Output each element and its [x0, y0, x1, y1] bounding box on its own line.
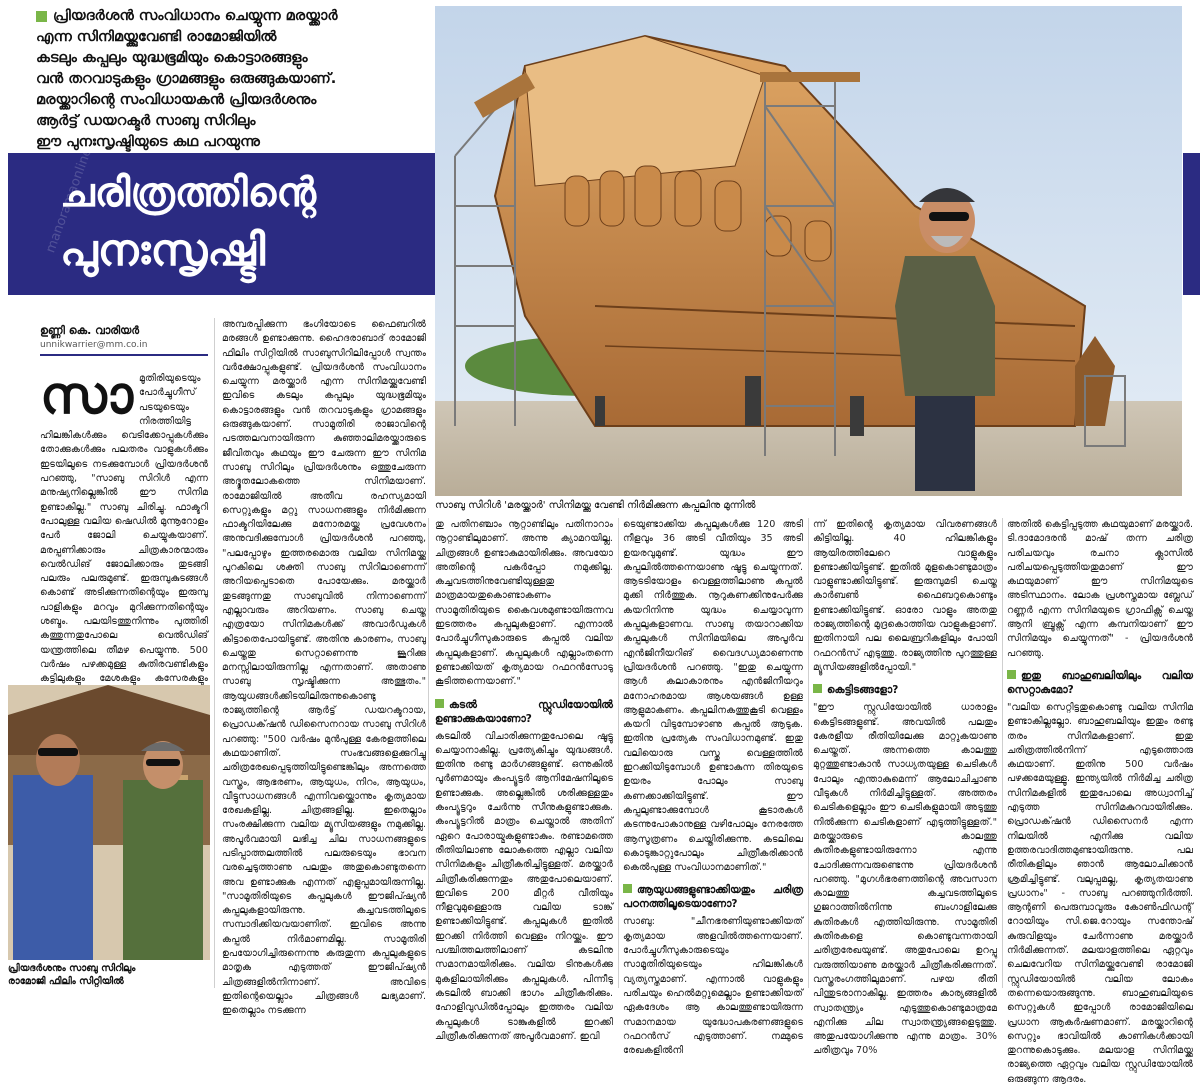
column-text: "വലിയ സെറ്റിട്ടതുകൊണ്ടു വലിയ സിനിമ ഉണ്ടാകില്ലല്ലോ. ബാഹുബലിയും ഇതും രണ്ടു തരം സിനിമകളാണ്. ഇതു ചരിത്രത്തിൽനിന്ന് എടുത്തൊരു കഥയാണ്. ഇതിനു 500 വർഷം പഴക്കമേയുള്ളൂ. ഇന്ത്യയിൽ നിർമിച്ച ചരിത്ര സിനിമകളിൽ ഇതുപോലെ അധ്വാനിച്ച് എടുത്ത സിനിമകുറവായിരിക്കും. പ്രൊഡക്‌ഷൻ ഡിസൈനർ എന്ന നിലയിൽ എനിക്കു വലിയ ഉത്തരവാദിത്തമുണ്ടായിരുന്നു. പല രീതികളിലും ഞാൻ ആലോചിക്കാൻ ശ്രമിച്ചിട്ടുണ്ട്. വലുപ്പമല്ല, കൃത്യതയാണു പ്രധാനം" - സാബു പറഞ്ഞുനിർത്തി. ആന്റണി പെരുമ്പാവൂരും കോൺഫിഡന്റ് റോയിയും സി.ജെ.റോയും സന്തോഷ് കുരുവിളയും ചേർന്നാണു മരയ്ക്കാർ നിർമിക്കുന്നത്. മലയാളത്തിലെ ഏറ്റവും ചെലവേറിയ സിനിമയ്ക്കുവേണ്ടി രാമോജി സ്റ്റുഡിയോയിൽ വലിയ ലോകം തന്നെയൊരുങ്ങുന്നു. ബാഹുബലിയുടെ സെറ്റുകൾ ഇപ്പോൾ രാമോജിയിലെ പ്രധാന ആകർഷണമാണ്. മരയ്ക്കാറിന്റെ സെറ്റും ഭാവിയിൽ കാണികൾക്കായി തുറന്നുകൊടുക്കും. മലയാള സിനിമയ്ക്കു രാജ്യത്തെ ഏറ്റവും വലിയ സ്റ്റുഡിയോയിൽ ഒരുങ്ങുന്ന ആദരം.: [1007, 701, 1193, 1085]
subheading: കടൽ സ്റ്റുഡിയോയിൽ ഉണ്ടാക്കുകയാണോ?: [435, 698, 613, 725]
banner-edge: [1183, 153, 1200, 295]
deck-line: എന്ന സിനിമയ്ക്കുവേണ്ടി രാമോജിയിൽ: [36, 29, 277, 45]
subheading: കെട്ടിടങ്ങളോ?: [813, 683, 997, 697]
deck-line: വൻ തറവാടുകളും ഗ്രാമങ്ങളും ഒരുങ്ങുകയാണ്.: [36, 71, 337, 87]
green-square-bullet-icon: [813, 684, 822, 693]
headline-line-2: പുനഃസൃഷ്ടി: [60, 225, 266, 276]
article-column-1: [40, 365, 208, 685]
article-column-2: [222, 318, 426, 1017]
column-text: സാബു: "ചീനഭരണിയുണ്ടാക്കിയത് കൃത്യമായ അളവിൽത്തന്നെയാണ്. പോർച്ചുഗീസുകാരുടെയും സാമൂതിരിയുടെയും ഹിലങ്കികൾ വ്യത്യസ്തമാണ്. എന്നാൽ വാളുകളും പരിചയും ഹെൽമറ്റുമെല്ലാം ഉണ്ടാക്കിയത് ഏകദേശം ആ കാലത്തുണ്ടായിരുന്ന സമാനമായ യുദ്ധോപകരണങ്ങളുടെ റഫറൻസ് എടുത്താണ്. നമ്മുടെ രേഖകളിൽനി: [623, 916, 803, 1057]
watermark: manoramaonline: [43, 146, 96, 255]
column-rule: [808, 518, 809, 988]
green-square-bullet-icon: [435, 699, 444, 708]
small-photo: [8, 685, 210, 960]
column-rule: [428, 518, 429, 988]
headline-banner: [8, 146, 436, 295]
headline-line-1: ചരിത്രത്തിന്റെ: [60, 169, 316, 216]
column-text: അമ്പരപ്പിക്കുന്ന ഭംഗിയോടെ ഫൈബറിൽ മരങ്ങൾ ഉണ്ടാക്കുന്നു. ഹൈദരാബാദ് രാമോജി ഫിലിം സിറ്റിയിൽ സാബുസിറിലിപ്പോൾ സ്വന്തം വർക്ഷോപ്പുകളുണ്ട്. പ്രിയദർശൻ സംവിധാനം ചെയ്യുന്ന മരയ്ക്കാർ എന്ന സിനിമയ്ക്കുവേണ്ടി ഇവിടെ കടലും കപ്പലും യുദ്ധഭൂമിയും കൊട്ടാരങ്ങളും വൻ തറവാടുകളും ഗ്രാമങ്ങളും ഒരുങ്ങുകയാണ്. സാമൂതിരി രാജാവിന്റെ പടത്തലവനായിരുന്ന കുഞ്ഞാലിമരയ്ക്കാരുടെ ജീവിതവും കഥയും ഈ ചേരുന്ന ഈ സിനിമ സാബു സിറിലും പ്രിയദർശനും ഒത്തുചേരുന്ന അദ്ഭുതലോകത്തെ സിനിമയാണ്. രാമോജിയിൽ അതീവ രഹസ്യമായി സെറ്റുകളും മറ്റു സാധനങ്ങളും നിർമിക്കുന്ന ഫാക്ടറിയിലേക്കു മനോരമയ്ക്കു പ്രവേശനം അനുവദിക്കുമ്പോൾ പ്രിയദർശൻ പറഞ്ഞു, "പലപ്പോഴും ഇത്തരമൊരു വലിയ സിനിമയ്ക്കു പുറകിലെ ശക്തി സാബു സിറിലാണെന്ന് അറിയപ്പെടാതെ പോയേക്കും. മരയ്ക്കാർ തുടങ്ങുന്നതു സാബുവിൽ നിന്നാണെന്ന് എല്ലാവരും അറിയണം. സാബു ചെയ്ത എത്രയോ സിനിമകൾക്ക് അവാർഡുകൾ കിട്ടാതെപോയിട്ടുണ്ട്. അതിനു കാരണം, സാബു ചെയ്തതു സെറ്റാണെന്നു ജൂറിക്കു മനസ്സിലായിരുന്നില്ല എന്നതാണ്. അതാണു സാബു സൃഷ്ടിക്കുന്ന അത്ഭുതം." ആയുധങ്ങൾക്കിടയിലിരുന്നുകൊണ്ടു രാജ്യത്തിന്റെ ആർട്ട് ഡയറക്ടറായ, പ്രൊഡക്‌ഷൻ ഡിസൈനറായ സാബു സിറിൾ പറഞ്ഞു: "500 വർഷം മുൻപുള്ള കേരളത്തിലെ കഥയാണിത്. സംഭവങ്ങളെക്കുറിച്ചു ചരിത്രരേഖപ്പെടുത്തിയിട്ടുണ്ടെങ്കിലും അന്നത്തെ വസ്ത്രം, ആഭരണം, ആയുധം, നിറം, ആയുധം, വീട്ടുസാധനങ്ങൾ എന്നിവയ്ക്കൊന്നും കൃത്യമായ രേഖകളില്ല. ചിത്രങ്ങളില്ല. ഇതെല്ലാം സംരക്ഷിക്കുന്ന വലിയ മ്യൂസിയങ്ങളും നമുക്കില്ല. അപൂർവമായി ലഭിച്ച ചില സാധനങ്ങളുടെ പടിപ്പാത്തലത്തിൽ പലരുടെയും ഭാവന വരച്ചെടുത്താണു പലതും അതുകൊണ്ടുതന്നെ അവ ഉണ്ടാക്കുക എന്നത് എളുപ്പമായിരുന്നില്ല. "സാമൂതിരിയുടെ കപ്പലുകൾ ഈജിപ്ഷ്യൻ കപ്പലുകളായിരുന്നു. കച്ചവടത്തിലൂടെ സമ്പാദിക്കിയവയാണിത്. ഇവിടെ അന്നു കപ്പൽ നിർമാണമില്ല. സാമൂതിരി ഉപയോഗിച്ചിരുന്നെന്നു കരുതുന്ന കപ്പലുകളുടെ മാതൃക എടുത്തത് ഈജിപ്ഷ്യൻ ചിത്രങ്ങളിൽനിന്നാണ്. അവിടെ ഇതിന്റെയെല്ലാം ചിത്രങ്ങൾ ലഭ്യമാണ്. ഇതെല്ലാം നടക്കുന്ന: [222, 319, 426, 1017]
deck-line: ആർട്ട് ഡയറക്ടർ സാബു സിറിലും: [36, 113, 256, 129]
subheading: ഇതു ബാഹുബലിയിലും വലിയ സെറ്റാകുമോ?: [1007, 669, 1193, 696]
main-photo-caption: സാബു സിറിൾ 'മരയ്ക്കാർ' സിനിമയ്ക്കു വേണ്ടി നിർമിക്കുന്ന കപ്പലിനു മുന്നിൽ: [435, 500, 756, 511]
subheading: ആയുധങ്ങളുണ്ടാക്കിയതും ചരിത്ര പഠനത്തിലൂടെയാണോ?: [623, 884, 803, 911]
column-text: ടെയുണ്ടാക്കിയ കപ്പലുകൾക്കു 120 അടി നീളവും 36 അടി വീതിയും 35 അടി ഉയരവുമുണ്ട്. യുദ്ധം ഈ കപ്പലിൽത്തന്നെയാണു ഷൂട്ടു ചെയ്യുന്നത്. ആടടിയോളം വെള്ളത്തിലാണു കപ്പൽ മുക്കി നിർത്തുക. നൂറുകണക്കിനുപേർക്കു കയറിനിന്നു യുദ്ധം ചെയ്യാവുന്ന കപ്പലുകളാണവ. സാബു തയാറാക്കിയ കപ്പലുകൾ സിനിമയിലെ അപൂർവ എൻജിനീയറിങ് വൈദഗ്ധ്യമാണെന്നു പ്രിയദർശൻ പറഞ്ഞു. "ഇതു ചെയ്യുന്ന ആൾ കലാകാരനും എൻജിനീയറും മനോഹരമായ ആശയങ്ങൾ ഉള്ള ആളുമാകണം. കപ്പലിനകത്തുകൂടി വെള്ളം കയറി വിടുമ്പോഴാണു കപ്പൽ ആടുക. ഇതിനു പ്രത്യേക സംവിധാനമുണ്ട്. ഇതു വലിയൊരു വസ്തു വെള്ളത്തിൽ ഇറക്കിയിടുമ്പോൾ ഉണ്ടാകുന്ന തിരയുടെ ഉയരം പോലും സാബു കണക്കാക്കിയിട്ടുണ്ട്. ഈ കപ്പലുണ്ടാക്കുമ്പോൾ കൂടാരകൾ കടന്നുപോകാനുള്ള വഴിപോലും നേരത്തേ ആസൂത്രണം ചെയ്തിരിക്കുന്നു. കടലിലെ കൊടുങ്കാറ്റുപോലും ചിത്രീകരിക്കാൻ കെൽപുള്ള സംവിധാനമാണിത്.": [623, 519, 803, 874]
author-email: unnikwarrier@mm.co.in: [40, 340, 148, 350]
deck-line: പ്രിയദർശൻ സംവിധാനം ചെയ്യുന്ന മരയ്ക്കാർ: [36, 6, 428, 27]
column-rule: [214, 318, 215, 988]
small-photo-caption: [8, 962, 218, 988]
green-square-bullet-icon: [1007, 670, 1016, 679]
byline-rule: [40, 354, 208, 356]
column-text: അതിൽ കെട്ടിപ്പടുത്ത കഥയുമാണ് മരയ്ക്കാർ. ടി.ദാമോദരൻ മാഷ് തന്ന ചരിത്ര പരിചയവും രചനാ ക്ലാസിൽ പരിചയപ്പെടുത്തിയതുമാണ് ഈ കഥയുമാണ് ഈ സിനിമയുടെ അടിസ്ഥാനം. ലോക പ്രശസ്തമായ ബ്ലേഡ് റണ്ണർ എന്ന സിനിമയുടെ ഗ്രാഫിക്സ് ചെയ്ത ആനി ബ്രൂക്സ് എന്ന കമ്പനിയാണ് ഈ സിനിമയും ചെയ്യുന്നത്" - പ്രിയദർശൻ പറഞ്ഞു.: [1007, 519, 1193, 659]
article-column-4: [623, 518, 803, 1057]
column-text: ന്ന് ഇതിന്റെ കൃത്യമായ വിവരണങ്ങൾ കിട്ടിയില്ല. 40 ഹിലങ്കികളും ആയിരത്തിലേറെ വാളുകളും ഉണ്ടാക്കിയിട്ടുണ്ട്. ഇതിൽ മുളകൊണ്ടുമാത്രം വാളുണ്ടാക്കിയിട്ടുണ്ട്. ഇരുമ്പുമടി ചെയ്ത കാർബൺ ഫൈബറുകൊണ്ടും ഉണ്ടാക്കിയിട്ടുണ്ട്. ഓരോ വാളും അതതു രാജ്യത്തിന്റെ മുദ്രകൊത്തിയ വാളുകളാണ്. ഇതിനായി പല ലൈബ്രറികളിലും പോയി റഫറൻസ് എടുത്തു. രാജ്യത്തിനു പുറത്തുള്ള മ്യൂസിയങ്ങളിൽപ്പോയി.": [813, 519, 997, 673]
dropcap: സാ: [40, 365, 133, 426]
green-square-bullet-icon: [623, 884, 632, 893]
column-text: മൂതിരിയുടെയും പോർച്ചുഗീസ് പടയുടെയും നിരത്തിയിട്ട ഹിലങ്കികൾക്കും വെടിക്കോപ്പുകൾക്കും തോക്കുകൾക്കും പലതരം വാളുകൾക്കും ഇടയിലൂടെ നടക്കുമ്പോൾ പ്രിയദർശൻ പറഞ്ഞു, "സാബു സിറിൾ എന്ന മനുഷ്യനില്ലെങ്കിൽ ഈ സിനിമ ഉണ്ടാകില്ല." സാബു ചിരിച്ചു. ഫാക്ടറി പോലുള്ള വലിയ ഷെഡിൽ മുന്നൂറോളം പേർ ജോലി ചെയ്യുകയാണ്. മരപ്പണിക്കാരും ചിത്രകാരന്മാരും വെൽഡിങ് ജോലിക്കാരും തുടങ്ങി പലരും പലരുമുണ്ട്. ഇരുമ്പുകുടങ്ങൾ കൊണ്ട് അടിക്കുന്നതിന്റെയും ഇരുമ്പു പാളികളും മറവും മുറിക്കുന്നതിന്റെയും ശബ്ദം. പലയിടത്തുനിന്നും പുത്തിരി കത്തുന്നതുപോലെ വെൽഡിങ് യന്ത്രത്തിലെ തീമഴ പെയ്യുന്നു. 500 വർഷം പഴക്കമുള്ള കുതിരവണ്ടികളും കട്ടിലുകളും മേശകളും കസേരകളും: [40, 373, 208, 685]
deck-line: കടലും കപ്പലും യുദ്ധഭൂമിയും കൊട്ടാരങ്ങളും: [36, 50, 308, 66]
column-text: "ഈ സ്റ്റുഡിയോയിൽ ധാരാളം കെട്ടിടങ്ങളുണ്ട്. അവയിൽ പലതും കേരളീയ രീതിയിലേക്കു മാറ്റുകയാണു ചെയ്തത്. അന്നത്തെ കാലത്തു മുറ്റത്തുണ്ടാകാൻ സാധ്യതയുള്ള ചെടികൾ പോലും എന്താകുമെന്ന് ആലോചിച്ചാണു വീടുകൾ നിർമിച്ചിട്ടുള്ളത്. അത്തരം ചെടികളെല്ലാം ഈ ചെടികളുമായി അടുത്തു നിൽക്കുന്ന ചെടികളാണ് എടുത്തിട്ടുള്ളത്." മരയ്ക്കാരുടെ കാലത്തു കുതിരകളുണ്ടായിരുന്നോ എന്നു ചോദിക്കുന്നവരുണ്ടെന്നു പ്രിയദർശൻ പറഞ്ഞു. "മുഗൾഭരണത്തിന്റെ അവസാന കാലത്തു കച്ചവടത്തിലൂടെ ഗുജറാത്തിൽനിന്നു ബംഗാളിലേക്കു കുതിരകൾ എത്തിയിരുന്നു. സാമൂതിരി കുതിരകളെ കൊണ്ടുവന്നതായി ചരിത്രരേഖയുണ്ട്. അതുപോലെ ഉറപ്പു വരുത്തിയാണു മരയ്ക്കാർ ചിത്രീകരിക്കുന്നത്. വസ്ത്രരംഗത്തിലുമാണ്. പഴയ രീതി പിന്തുടരാനാകില്ല. ഇത്തരം കാര്യങ്ങളിൽ സ്വാതന്ത്ര്യം എടുത്തുകൊണ്ടുമാത്രമേ എനിക്കു ചില സ്വാതന്ത്ര്യങ്ങളെടുത്തു. അതുപയോഗിക്കുന്നു എന്നു മാത്രം. 30% ചരിത്രവും 70%: [813, 702, 997, 1057]
column-text: തു പതിനഞ്ചാം നൂറ്റാണ്ടിലും പതിനാറാം നൂറ്റാണ്ടിലുമാണ്. അന്നു ക്യാമറയില്ല. ചിത്രങ്ങൾ ഉണ്ടാകുമായിരിക്കും. അവയോ അതിന്റെ പകർപ്പോ നമുക്കില്ല. കച്ചവടത്തിനുവേണ്ടിയുള്ളതു മാത്രമായതുകൊണ്ടാകണം സാമൂതിരിയുടെ കൈവശമുണ്ടായിരുന്നവ ഇടത്തരം കപ്പലുകളാണ്. എന്നാൽ പോർച്ചുഗീസുകാരുടെ കപ്പൽ വലിയ കപ്പലുകളാണ്. കപ്പലുകൾ എല്ലാംതന്നെ ഉണ്ടാക്കിയത് കൃത്യമായ റഫറൻസോടു കൂടിത്തന്നെയാണ്.": [435, 519, 613, 688]
deck-line: ഈ പുനഃസൃഷ്ടിയുടെ കഥ പറയുന്നു: [36, 134, 260, 150]
article-column-6: [1007, 518, 1193, 1085]
article-column-5: [813, 518, 997, 1057]
article-deck: [36, 6, 428, 153]
author-name: ഉണ്ണി കെ. വാരിയർ: [40, 324, 140, 337]
caption-line: രാമോജി ഫിലിം സിറ്റിയിൽ: [8, 976, 124, 987]
green-square-bullet-icon: [36, 11, 47, 22]
column-rule: [1002, 518, 1003, 988]
caption-line: പ്രിയദർശനും സാബു സിറിലും: [8, 963, 136, 974]
column-text: കടലിൽ വിചാരിക്കുന്നതുപോലെ ഷൂട്ടു ചെയ്യാനാകില്ല. പ്രത്യേകിച്ചും യുദ്ധങ്ങൾ. ഇതിനു രണ്ടു മാർഗങ്ങളുണ്ട്. ഒന്നുകിൽ പൂർണമായും കംപ്യൂട്ടർ ആനിമേഷനിലൂടെ ഉണ്ടാക്കുക. അല്ലെങ്കിൽ ശരിക്കുള്ളതും കംപ്യൂട്ടറും ചേർന്നു സീനുകളുണ്ടാക്കുക. കംപ്യൂട്ടറിൽ മാത്രം ചെയ്താൽ അതിന് ഏറെ പോരായ്മകളുണ്ടാകും. രണ്ടാമത്തെ രീതിയിലാണു ലോകത്തെ എല്ലാ വലിയ സിനിമകളും ചിത്രീകരിച്ചിട്ടുള്ളത്. മരയ്ക്കാർ ചിത്രീകരിക്കുന്നതും അതുപോലെയാണ്. ഇവിടെ 200 മീറ്റർ വീതിയും നീളവുമുള്ളൊരു വലിയ ടാങ്ക് ഉണ്ടാക്കിയിട്ടുണ്ട്. കപ്പലുകൾ ഇതിൽ ഇറക്കി നിർത്തി വെള്ളം നിറയ്ക്കും. ഈ പശ്ചിത്തലത്തിലാണ് കടലിനു സമാനമായിരിക്കും. വലിയ ടിനുകൾക്കു മുകളിലായിരിക്കും കപ്പലുകൾ. പിന്നീടു കടലിൽ ബാക്കി ഭാഗം ചിത്രീകരിക്കും. ഹോളിവുഡിൽപ്പോലും ഇത്തരം വലിയ കപ്പലുകൾ ടാങ്കുകളിൽ ഇറക്കി ചിത്രീകരിക്കുന്നത് അപൂർവമാണ്. ഇവി: [435, 730, 613, 1042]
column-rule: [618, 518, 619, 988]
main-photo: [435, 6, 1182, 496]
deck-line: മരയ്ക്കാറിന്റെ സംവിധായകൻ പ്രിയദർശനും: [36, 92, 317, 108]
article-column-3: [435, 518, 613, 1042]
